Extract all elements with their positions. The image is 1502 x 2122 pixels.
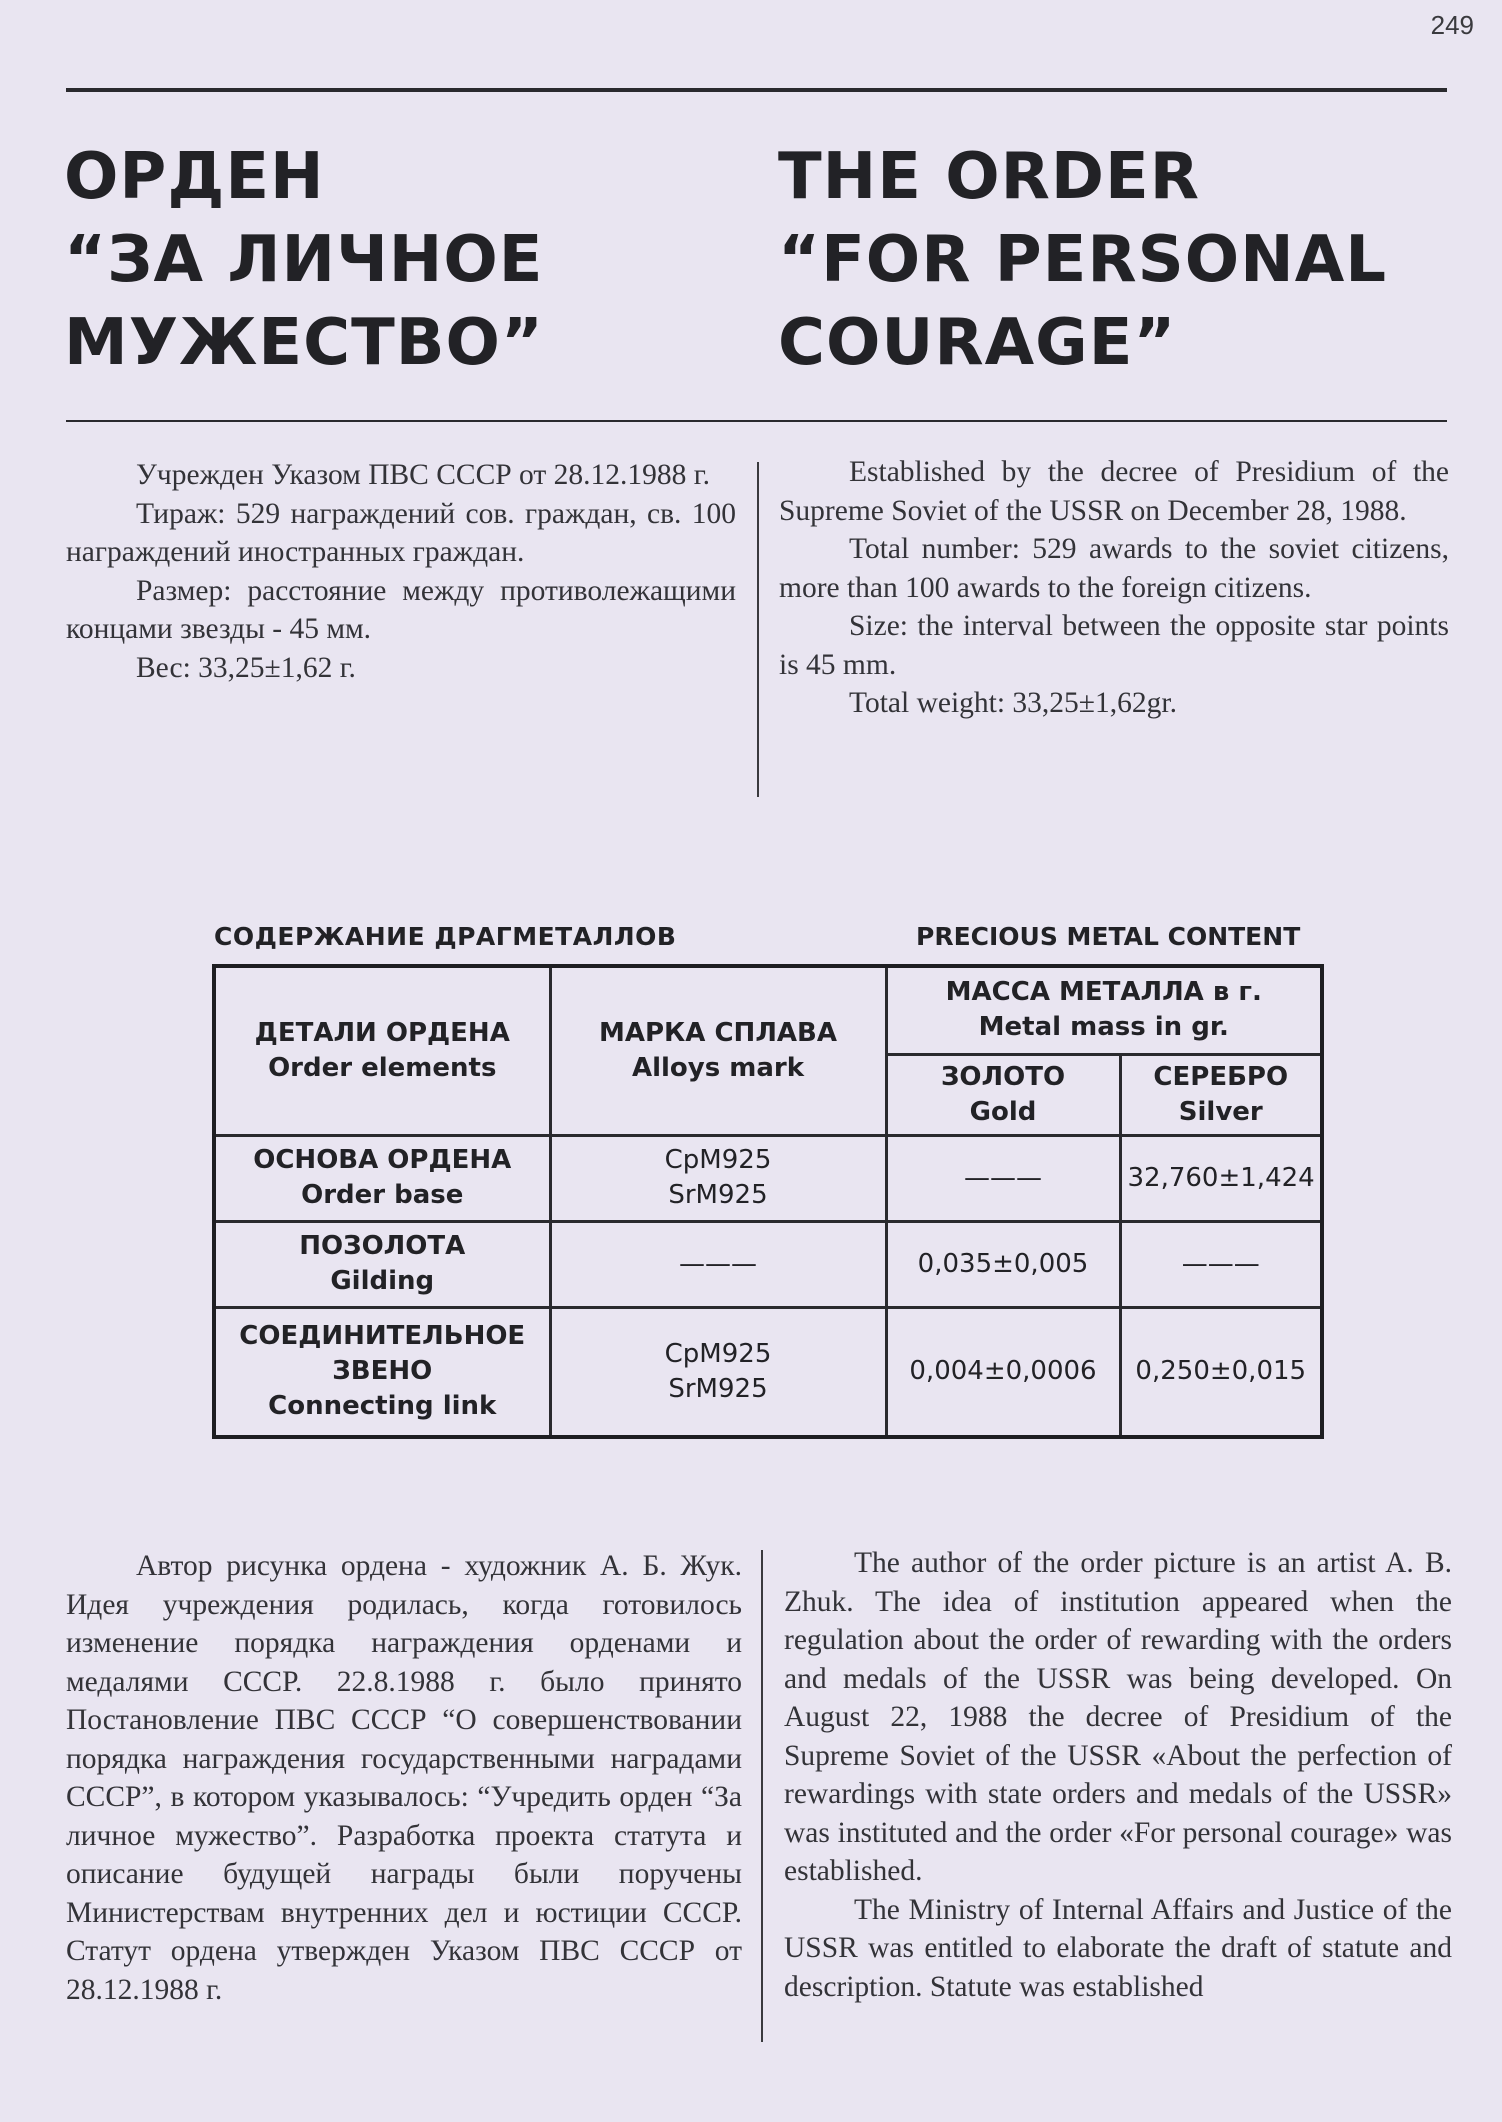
- row-alloy: [550, 1307, 886, 1437]
- header-silver-en: Silver: [1178, 1096, 1263, 1127]
- header-alloy-ru: МАРКА СПЛАВА: [599, 1017, 837, 1048]
- row-silver: 32,760±1,424: [1120, 1135, 1322, 1221]
- header-alloy-mark: [550, 966, 886, 1135]
- header-silver: [1120, 1054, 1322, 1135]
- title-en-line-1: THE ORDER: [778, 140, 1201, 214]
- title-ru-line-1: ОРДЕН: [64, 140, 325, 214]
- header-mass-ru: МАССА МЕТАЛЛА в г.: [945, 977, 1262, 1008]
- column-divider: [761, 1550, 763, 2042]
- header-gold: [886, 1054, 1120, 1135]
- title-ru-line-3: МУЖЕСТВО”: [64, 306, 544, 380]
- row-name-en: Order base: [301, 1180, 464, 1210]
- row-alloy-en: SrM925: [668, 1373, 768, 1404]
- table-title-ru: СОДЕРЖАНИЕ ДРАГМЕТАЛЛОВ: [214, 922, 677, 951]
- header-mass-en: Metal mass in gr.: [978, 1012, 1229, 1043]
- row-gold: ———: [886, 1135, 1120, 1221]
- history-ru-paragraph: Автор рисунка ордена - художник А. Б. Жук. Идея учреждения родилась, когда готовилось изменение порядка награждения орденами и медалями СССР. 22.8.1988 г. было принято Постановление ПВС СССР “О совершенствовании порядка награждения государственными наградами СССР”, в котором указывалось: “Учредить орден “За личное мужество”. Разработка проекта статута и описание будущей награды были поручены Министерствам внутренних дел и юстиции СССР. Статут ордена утвержден Указом ПВС СССР от 28.12.1988 г.: [66, 1550, 742, 2006]
- title-ru: [64, 136, 544, 385]
- row-name-ru: ПОЗОЛОТА: [299, 1231, 466, 1261]
- row-alloy: [550, 1221, 886, 1307]
- title-en: [778, 136, 1387, 385]
- row-alloy-ru: СрМ925: [664, 1338, 772, 1369]
- intro-ru-total: Тираж: 529 награждений сов. граждан, св. 100 награждений иностранных граждан.: [66, 497, 736, 568]
- header-order-elements: [214, 966, 550, 1135]
- header-gold-ru: ЗОЛОТО: [940, 1061, 1066, 1092]
- table-title-en: PRECIOUS METAL CONTENT: [916, 922, 1301, 951]
- title-en-line-3: COURAGE”: [778, 306, 1177, 380]
- row-silver: 0,250±0,015: [1120, 1307, 1322, 1437]
- row-name-ru: ОСНОВА ОРДЕНА: [253, 1145, 512, 1175]
- table-row: [214, 1221, 1322, 1307]
- precious-metal-table: [212, 964, 1324, 1439]
- intro-ru: [66, 456, 736, 687]
- intro-ru-size: Размер: расстояние между противолежащими концами звезды - 45 мм.: [66, 574, 736, 645]
- page-number: 249: [1430, 10, 1474, 40]
- intro-en-established: Established by the decree of Presidium of the Supreme Soviet of the USSR on December 28, 1988.: [779, 456, 1449, 527]
- title-ru-line-2: “ЗА ЛИЧНОЕ: [64, 223, 544, 297]
- table-row: [214, 1307, 1322, 1437]
- title-en-line-2: “FOR PERSONAL: [778, 223, 1388, 297]
- row-silver: ———: [1120, 1221, 1322, 1307]
- header-alloy-en: Alloys mark: [631, 1052, 805, 1083]
- column-divider: [757, 462, 759, 797]
- row-alloy-ru: ———: [679, 1248, 757, 1279]
- row-name-en: Connecting link: [268, 1391, 497, 1422]
- row-gold: 0,004±0,0006: [886, 1307, 1120, 1437]
- row-alloy-en: SrM925: [668, 1180, 768, 1210]
- row-name-ru: СОЕДИНИТЕЛЬНОЕ ЗВЕНО: [239, 1321, 526, 1387]
- intro-en-size: Size: the interval between the opposite star points is 45 mm.: [779, 610, 1449, 681]
- intro-ru-weight: Вес: 33,25±1,62 г.: [136, 651, 356, 684]
- row-name: [214, 1307, 550, 1437]
- intro-en: [779, 453, 1449, 723]
- history-en-paragraph-2: The Ministry of Internal Affairs and Justice of the USSR was entitled to elaborate the draft of statute and description. Statute was established: [784, 1893, 1452, 2003]
- header-silver-ru: СЕРЕБРО: [1153, 1061, 1289, 1092]
- row-alloy-ru: СрМ925: [664, 1145, 772, 1175]
- intro-en-total: Total number: 529 awards to the soviet citizens, more than 100 awards to the foreign citizens.: [779, 533, 1449, 604]
- header-metal-mass: [886, 966, 1322, 1054]
- row-alloy: [550, 1135, 886, 1221]
- history-en-paragraph-1: The author of the order picture is an artist A. B. Zhuk. The idea of institution appeared when the regulation about the order of rewarding with the orders and medals of the USSR was being developed. On August 22, 1988 the decree of Presidium of the Supreme Soviet of the USSR «About the perfection of rewardings with state orders and medals of the USSR» was instituted and the order «For personal courage» was established.: [784, 1547, 1452, 1887]
- intro-en-weight: Total weight: 33,25±1,62gr.: [849, 687, 1177, 719]
- intro-ru-established: Учрежден Указом ПВС СССР от 28.12.1988 г.: [136, 459, 710, 491]
- table-row: [214, 1135, 1322, 1221]
- top-rule: [66, 88, 1447, 92]
- header-order-elements-en: Order elements: [268, 1052, 497, 1083]
- row-name: [214, 1135, 550, 1221]
- title-bottom-rule: [66, 420, 1447, 422]
- header-gold-en: Gold: [969, 1096, 1037, 1127]
- history-ru: [66, 1547, 742, 2009]
- history-en: [784, 1544, 1452, 2006]
- header-order-elements-ru: ДЕТАЛИ ОРДЕНА: [254, 1017, 510, 1048]
- row-name: [214, 1221, 550, 1307]
- row-gold: 0,035±0,005: [886, 1221, 1120, 1307]
- row-name-en: Gilding: [330, 1266, 435, 1296]
